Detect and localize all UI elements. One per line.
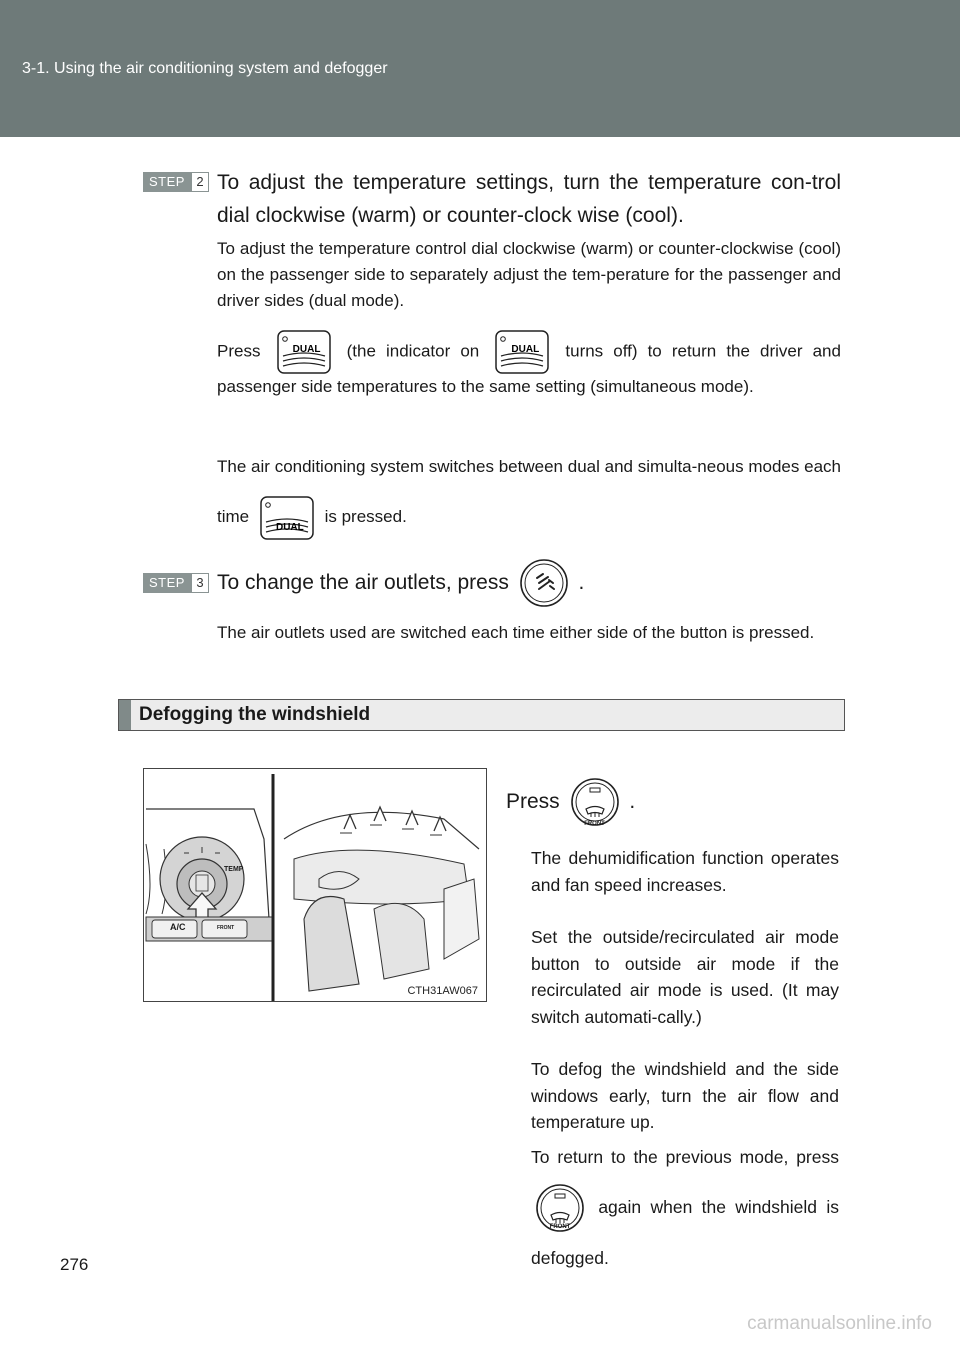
page-header (0, 0, 960, 137)
watermark: carmanualsonline.info (747, 1313, 932, 1334)
chapter-title: 3-1. Using the air conditioning system and defogger (22, 60, 388, 77)
control-panel-and-cabin-drawing (144, 769, 486, 1001)
defog-illustration (143, 768, 487, 1002)
dual-label: DUAL (275, 521, 304, 533)
step-3-title (217, 558, 841, 608)
press-text: Press (217, 341, 261, 361)
dual-button-icon (495, 330, 549, 374)
step-label: STEP (143, 172, 191, 192)
press-front-defog-instruction (506, 774, 635, 830)
step-2-paragraph-1: To adjust the temperature control dial clockwise (warm) or counter-clockwise (cool) on the passenger side to separately adjust the tem-perature for the passenger and driver sides (dual mode). (217, 239, 841, 310)
section-heading-bar (118, 699, 845, 731)
step-badge-3 (143, 573, 209, 593)
step-2-title: To adjust the temperature settings, turn the temperature con-trol dial clockwise (warm) or counter-clock wise (cool). (217, 171, 841, 227)
front-defroster-button-icon (535, 1183, 585, 1233)
period: . (629, 790, 636, 813)
air-outlet-mode-button-icon (519, 558, 569, 608)
step-label: STEP (143, 573, 191, 593)
return-previous-text: To return to the previous mode, press (531, 1147, 839, 1167)
front-label: FRONT (549, 1224, 571, 1231)
press-text: Press (506, 790, 560, 813)
section-title: Defogging the windshield (139, 704, 371, 725)
dual-label: DUAL (292, 344, 321, 355)
step-3-paragraph: The air outlets used are switched each time either side of the button is pressed. (217, 623, 815, 642)
front-defroster-button-icon (570, 777, 620, 827)
defog-text-1: The dehumidification function operates and fan speed increases. (531, 848, 839, 895)
defog-text-4 (531, 1132, 839, 1283)
defog-text-3: To defog the windshield and the side windows early, turn the air flow and temperature up. (531, 1059, 839, 1132)
dual-button-icon (277, 330, 331, 374)
step-badge-2 (143, 172, 209, 192)
dual-label: DUAL (511, 344, 540, 355)
page-number: 276 (60, 1255, 89, 1274)
period: . (578, 571, 585, 594)
section-accent (119, 700, 131, 730)
return-text: turns off) to return the driver and passenger side temperatures to the same setting (simultaneous mode). (217, 341, 841, 396)
switch-text: The air conditioning system switches between dual and simulta-neous modes each time (217, 457, 841, 526)
figure-label-front: FRONT (217, 925, 235, 931)
step-number: 3 (191, 573, 209, 593)
figure-code: CTH31AW067 (407, 985, 478, 997)
dual-button-icon (260, 496, 314, 540)
pressed-text: is pressed. (324, 507, 407, 526)
indicator-text: (the indicator on (346, 341, 480, 361)
front-label: FRONT (584, 821, 605, 828)
defog-text-2: Set the outside/recirculated air mode button to outside air mode if the recirculated air mode is used. (It may switch automati-cally.) (531, 927, 839, 1027)
figure-label-ac: A/C (170, 922, 186, 932)
step-2-paragraph-2 (217, 330, 841, 400)
step-number: 2 (191, 172, 209, 192)
again-text: again when the windshield is defogged. (531, 1197, 839, 1269)
step-2-paragraph-3 (217, 442, 841, 542)
change-outlets-text: To change the air outlets, press (217, 571, 509, 594)
figure-label-temp: TEMP (224, 866, 244, 873)
